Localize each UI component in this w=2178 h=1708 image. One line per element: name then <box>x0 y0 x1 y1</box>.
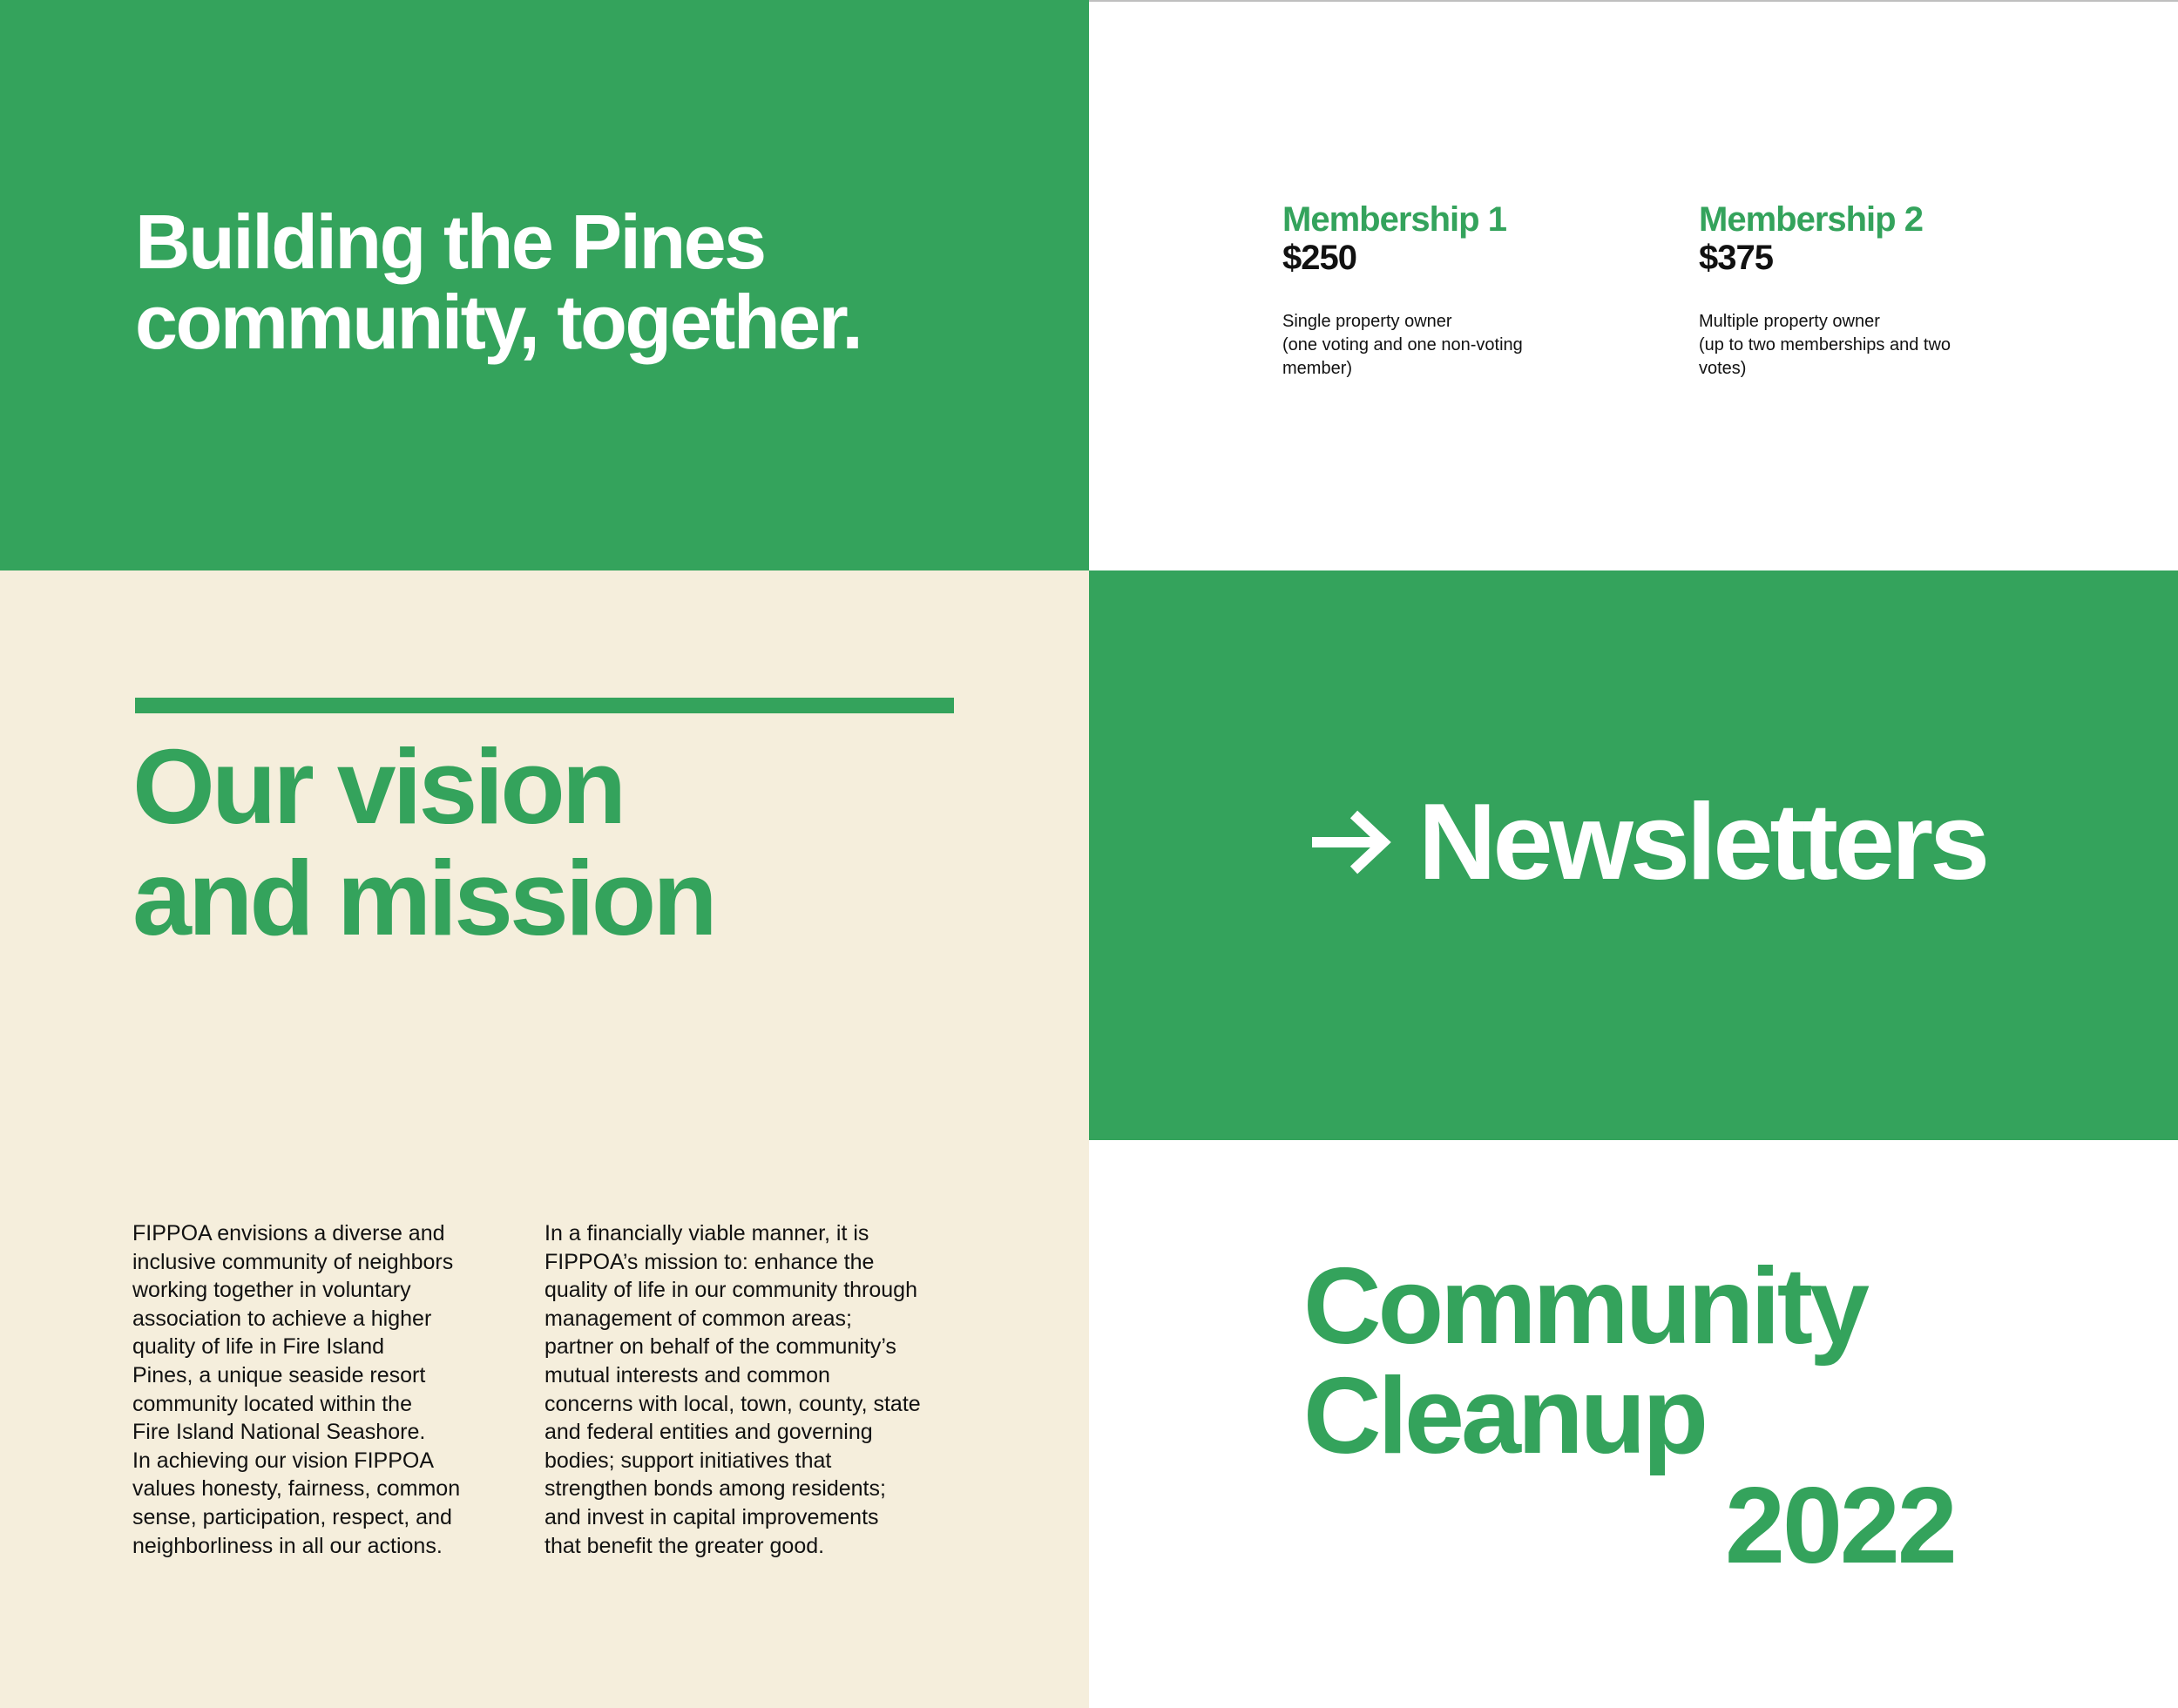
cleanup-title-line: Cleanup <box>1303 1356 1706 1476</box>
text-line: that benefit the greater good. <box>544 1533 825 1558</box>
cleanup-title <box>1303 1246 1866 1476</box>
cleanup-panel <box>1089 1140 2178 1708</box>
membership-description-line: (up to two memberships and two <box>1699 335 1951 354</box>
membership-name: Membership 2 <box>1699 200 1923 239</box>
text-line: quality of life in Fire Island <box>132 1334 385 1360</box>
cleanup-title-line: Community <box>1303 1246 1866 1367</box>
vision-title <box>132 727 714 957</box>
membership-description-line: Multiple property owner <box>1699 312 1880 331</box>
membership-price: $250 <box>1282 239 1356 277</box>
text-line: values honesty, fairness, common <box>132 1476 461 1502</box>
vision-title-line: Our vision <box>132 727 624 846</box>
memberships-panel <box>1089 0 2178 570</box>
text-line: neighborliness in all our actions. <box>132 1533 443 1558</box>
cleanup-year: 2022 <box>1725 1466 1955 1586</box>
newsletters-link[interactable] <box>1307 782 1987 902</box>
vision-statement <box>132 1219 460 1560</box>
hero-title-line: community, together. <box>135 279 862 365</box>
membership-description-line: Single property owner <box>1282 312 1452 331</box>
text-line: sense, participation, respect, and <box>132 1504 452 1529</box>
text-line: In achieving our vision FIPPOA <box>132 1448 434 1473</box>
membership-description <box>1699 310 1986 381</box>
text-line: partner on behalf of the community’s <box>544 1334 896 1360</box>
text-line: and federal entities and governing <box>544 1420 873 1445</box>
text-line: quality of life in our community through <box>544 1278 917 1303</box>
mission-statement <box>544 1219 921 1560</box>
text-line: and invest in capital improvements <box>544 1504 879 1529</box>
text-line: FIPPOA envisions a diverse and <box>132 1221 445 1246</box>
vision-title-line: and mission <box>132 839 714 957</box>
hero-panel <box>0 0 1089 570</box>
arrow-right-icon <box>1307 807 1394 877</box>
text-line: strengthen bonds among residents; <box>544 1476 886 1502</box>
membership-description <box>1282 310 1570 381</box>
text-line: management of common areas; <box>544 1306 852 1331</box>
text-line: mutual interests and common <box>544 1362 830 1387</box>
vision-panel <box>0 570 1089 1708</box>
membership-card-2 <box>1699 200 1986 381</box>
text-line: In a financially viable manner, it is <box>544 1221 869 1246</box>
membership-name: Membership 1 <box>1282 200 1506 239</box>
membership-description-line: (one voting and one non-voting <box>1282 335 1523 354</box>
vision-divider <box>135 698 954 713</box>
text-line: FIPPOA’s mission to: enhance the <box>544 1249 875 1274</box>
newsletters-label: Newsletters <box>1418 782 1987 902</box>
text-line: inclusive community of neighbors <box>132 1249 454 1274</box>
text-line: working together in voluntary <box>132 1278 411 1303</box>
hero-title <box>135 199 862 365</box>
text-line: concerns with local, town, county, state <box>544 1391 921 1416</box>
text-line: Fire Island National Seashore. <box>132 1420 426 1445</box>
membership-description-line: votes) <box>1699 359 1747 378</box>
hero-title-line: Building the Pines <box>135 199 765 285</box>
membership-card-1 <box>1282 200 1570 381</box>
text-line: association to achieve a higher <box>132 1306 432 1331</box>
text-line: bodies; support initiatives that <box>544 1448 832 1473</box>
text-line: community located within the <box>132 1391 412 1416</box>
membership-price: $375 <box>1699 239 1773 277</box>
text-line: Pines, a unique seaside resort <box>132 1362 426 1387</box>
membership-description-line: member) <box>1282 359 1353 378</box>
newsletters-panel <box>1089 570 2178 1140</box>
